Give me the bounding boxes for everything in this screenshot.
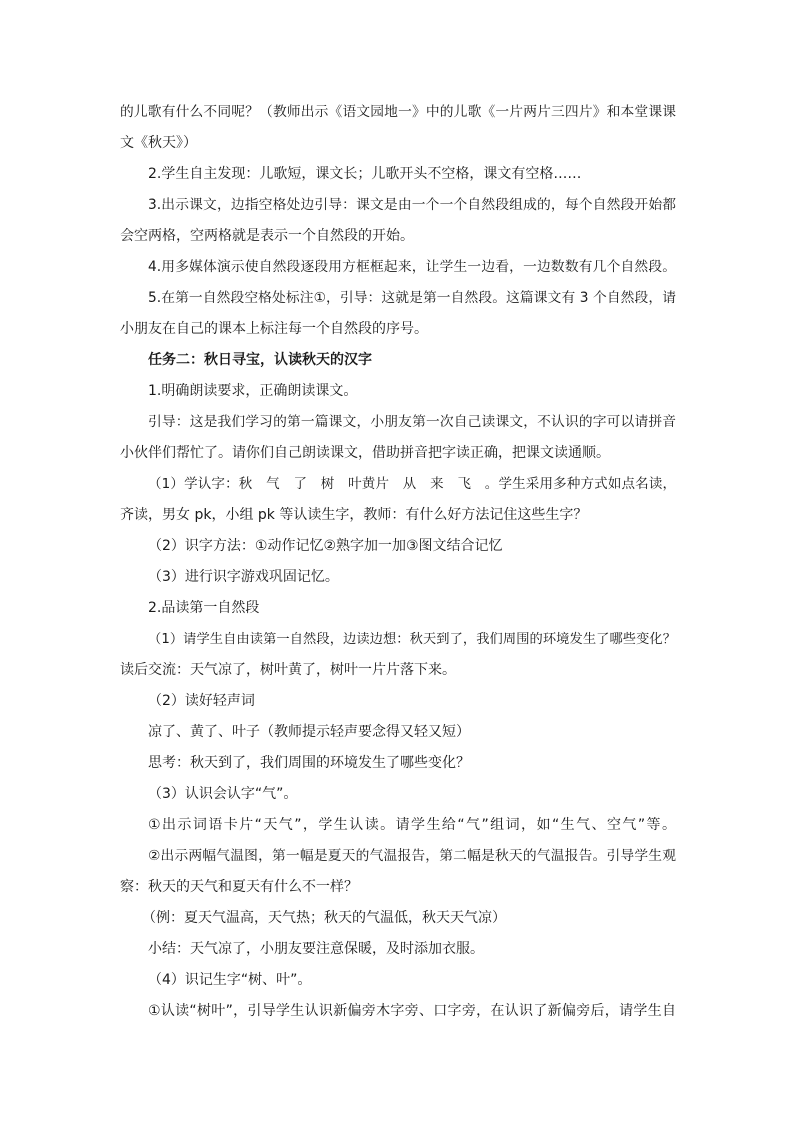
text-line: （3）进行识字游戏巩固记忆。 [148,569,339,585]
text-line: ①出示词语卡片“天气”，学生认读。请学生给“气”组词，如“生气、空气”等。 [148,817,676,833]
text-line: 的儿歌有什么不同呢？（教师出示《语文园地一》中的儿歌《一片两片三四片》和本堂课课 [120,104,676,120]
text-line: （1）请学生自由读第一自然段，边读边想：秋天到了，我们周围的环境发生了哪些变化？ [148,632,676,647]
text-line: （3）认识会认字“气”。 [148,786,298,802]
text-line: 凉了、黄了、叶子（教师提示轻声要念得又轻又短） [148,724,470,740]
text-line: 1.明确朗读要求，正确朗读课文。 [148,383,358,399]
text-line: 文《秋天》） [120,135,197,151]
text-line: 引导：这是我们学习的第一篇课文，小朋友第一次自己读课文，不认识的字可以请拼音 [148,414,676,430]
text-line: （4）识记生字“树、叶”。 [148,972,312,988]
text-line: 2.品读第一自然段 [148,600,260,616]
text-line: 2.学生自主发现：儿歌短，课文长；儿歌开头不空格，课文有空格…… [148,166,582,182]
text-line: 3.出示课文，边指空格处边引导：课文是由一个一个自然段组成的，每个自然段开始都 [148,197,676,213]
text-line: 会空两格，空两格就是表示一个自然段的开始。 [120,228,414,244]
document-body [120,97,676,1027]
text-line: 读后交流：天气凉了，树叶黄了，树叶一片片落下来。 [120,662,456,678]
section-heading: 任务二：秋日寻宝，认读秋天的汉字 [148,352,372,368]
text-line: 察：秋天的天气和夏天有什么不一样？ [120,879,358,895]
text-line: ②出示两幅气温图，第一幅是夏天的气温报告，第二幅是秋天的气温报告。引导学生观 [148,848,676,864]
text-line: 齐读，男女 pk，小组 pk 等认读生字，教师：有什么好方法记住这些生字？ [120,507,588,523]
text-line: 小朋友在自己的课本上标注每一个自然段的序号。 [120,321,428,337]
text-line: （1）学认字：秋 气 了 树 叶黄片 从 来 飞 。学生采用多种方式如点名读， [148,476,676,492]
text-line: 4.用多媒体演示使自然段逐段用方框框起来，让学生一边看，一边数数有几个自然段。 [148,259,676,275]
text-line: （2）读好轻声词 [148,693,255,709]
text-line: （2）识字方法：①动作记忆②熟字加一加③图文结合记忆 [148,538,503,554]
text-line: ①认读“树叶”，引导学生认识新偏旁木字旁、口字旁，在认识了新偏旁后，请学生自 [148,1003,676,1019]
text-line: 思考：秋天到了，我们周围的环境发生了哪些变化？ [148,755,470,771]
text-line: （例：夏天气温高，天气热；秋天的气温低，秋天天气凉） [142,910,506,926]
text-line: 5.在第一自然段空格处标注①，引导：这就是第一自然段。这篇课文有 3 个自然段，请 [148,290,676,306]
text-line: 小伙伴们帮忙了。请你们自己朗读课文，借助拼音把字读正确，把课文读通顺。 [120,445,610,461]
text-line: 小结：天气凉了，小朋友要注意保暖，及时添加衣服。 [148,941,484,957]
